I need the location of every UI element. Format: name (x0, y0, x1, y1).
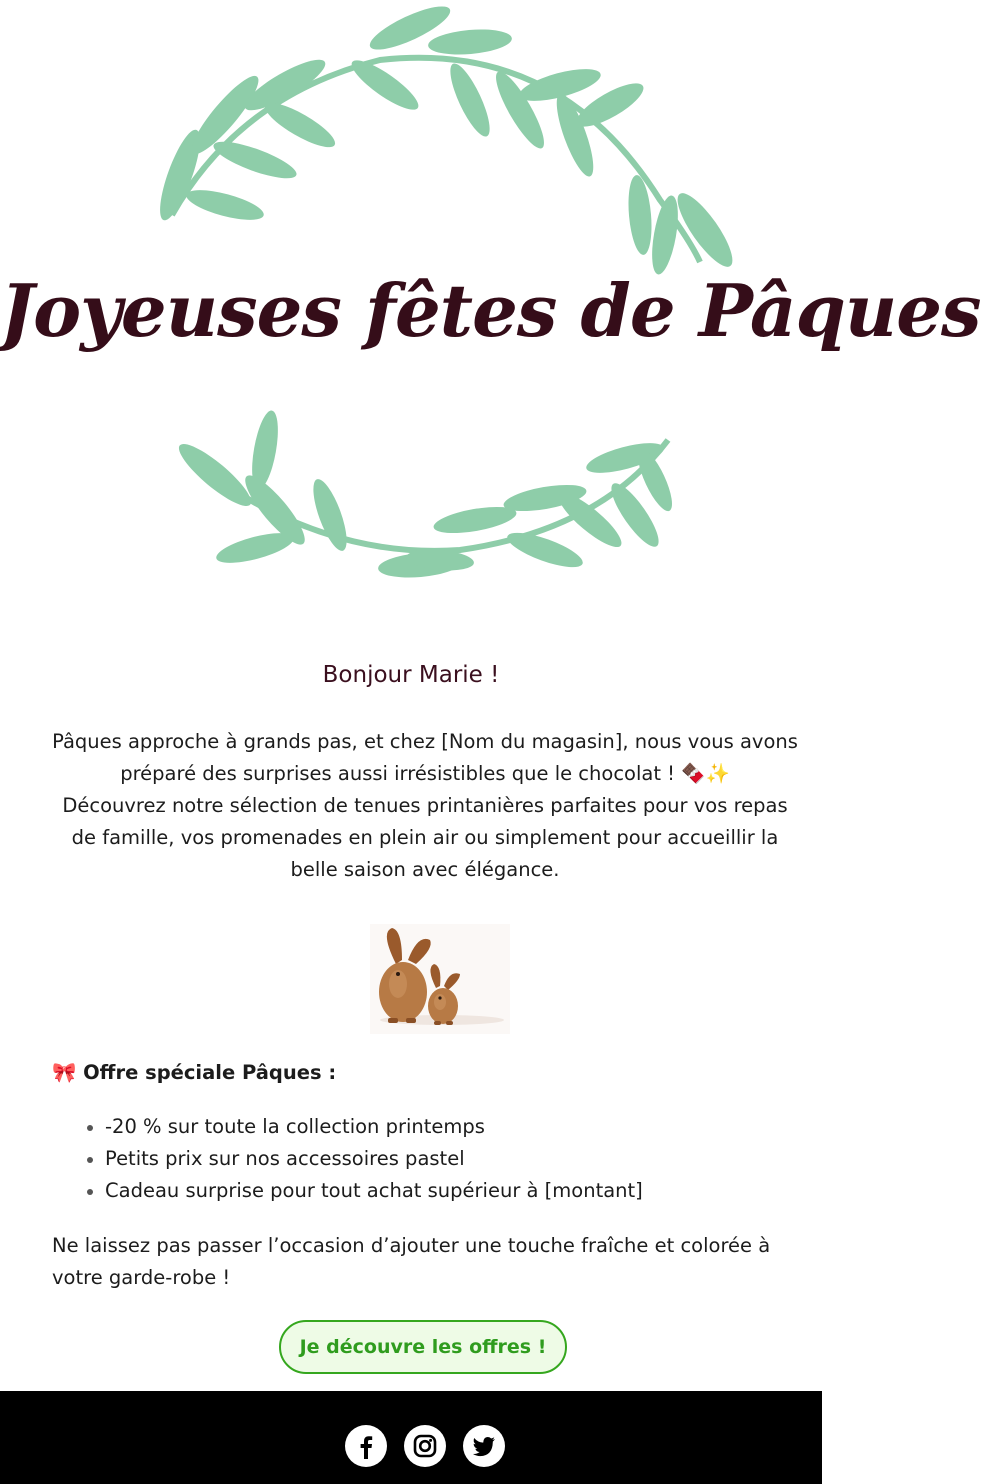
intro-line: Découvrez notre sélection de tenues printanières parfaites pour vos repas de famille, vos promenades en plein air ou simplement pour accueillir la belle saison avec élégance. (62, 794, 788, 881)
offer-title (52, 1061, 336, 1084)
footer (0, 1391, 822, 1484)
offer-list (52, 1111, 643, 1207)
hero-title: Joyeuses fêtes de Pâques (0, 268, 981, 353)
wooden-bunnies-image (370, 924, 510, 1034)
instagram-icon (412, 1433, 438, 1459)
twitter-icon (471, 1433, 497, 1459)
closing-paragraph: Ne laissez pas passer l’occasion d’ajouter une touche fraîche et colorée à votre garde-robe ! (52, 1234, 771, 1289)
discover-offers-button[interactable]: Je découvre les offres ! (279, 1320, 567, 1374)
twitter-link[interactable] (463, 1425, 505, 1467)
hero-banner (0, 0, 981, 620)
intro-line: Pâques approche à grands pas, et chez [Nom du magasin], nous vous avons préparé des surprises aussi irrésistibles que le chocolat ! 🍫✨ (52, 730, 798, 785)
list-item: Cadeau surprise pour tout achat supérieur à [montant] (52, 1175, 643, 1207)
offer-title-text: Offre spéciale Pâques : (83, 1061, 337, 1084)
intro-paragraph (50, 726, 800, 886)
facebook-link[interactable] (345, 1425, 387, 1467)
ribbon-icon: 🎀 (52, 1061, 77, 1084)
facebook-icon (353, 1433, 379, 1459)
greeting: Bonjour Marie ! (322, 662, 500, 688)
instagram-link[interactable] (404, 1425, 446, 1467)
list-item: -20 % sur toute la collection printemps (52, 1111, 643, 1143)
list-item: Petits prix sur nos accessoires pastel (52, 1143, 643, 1175)
